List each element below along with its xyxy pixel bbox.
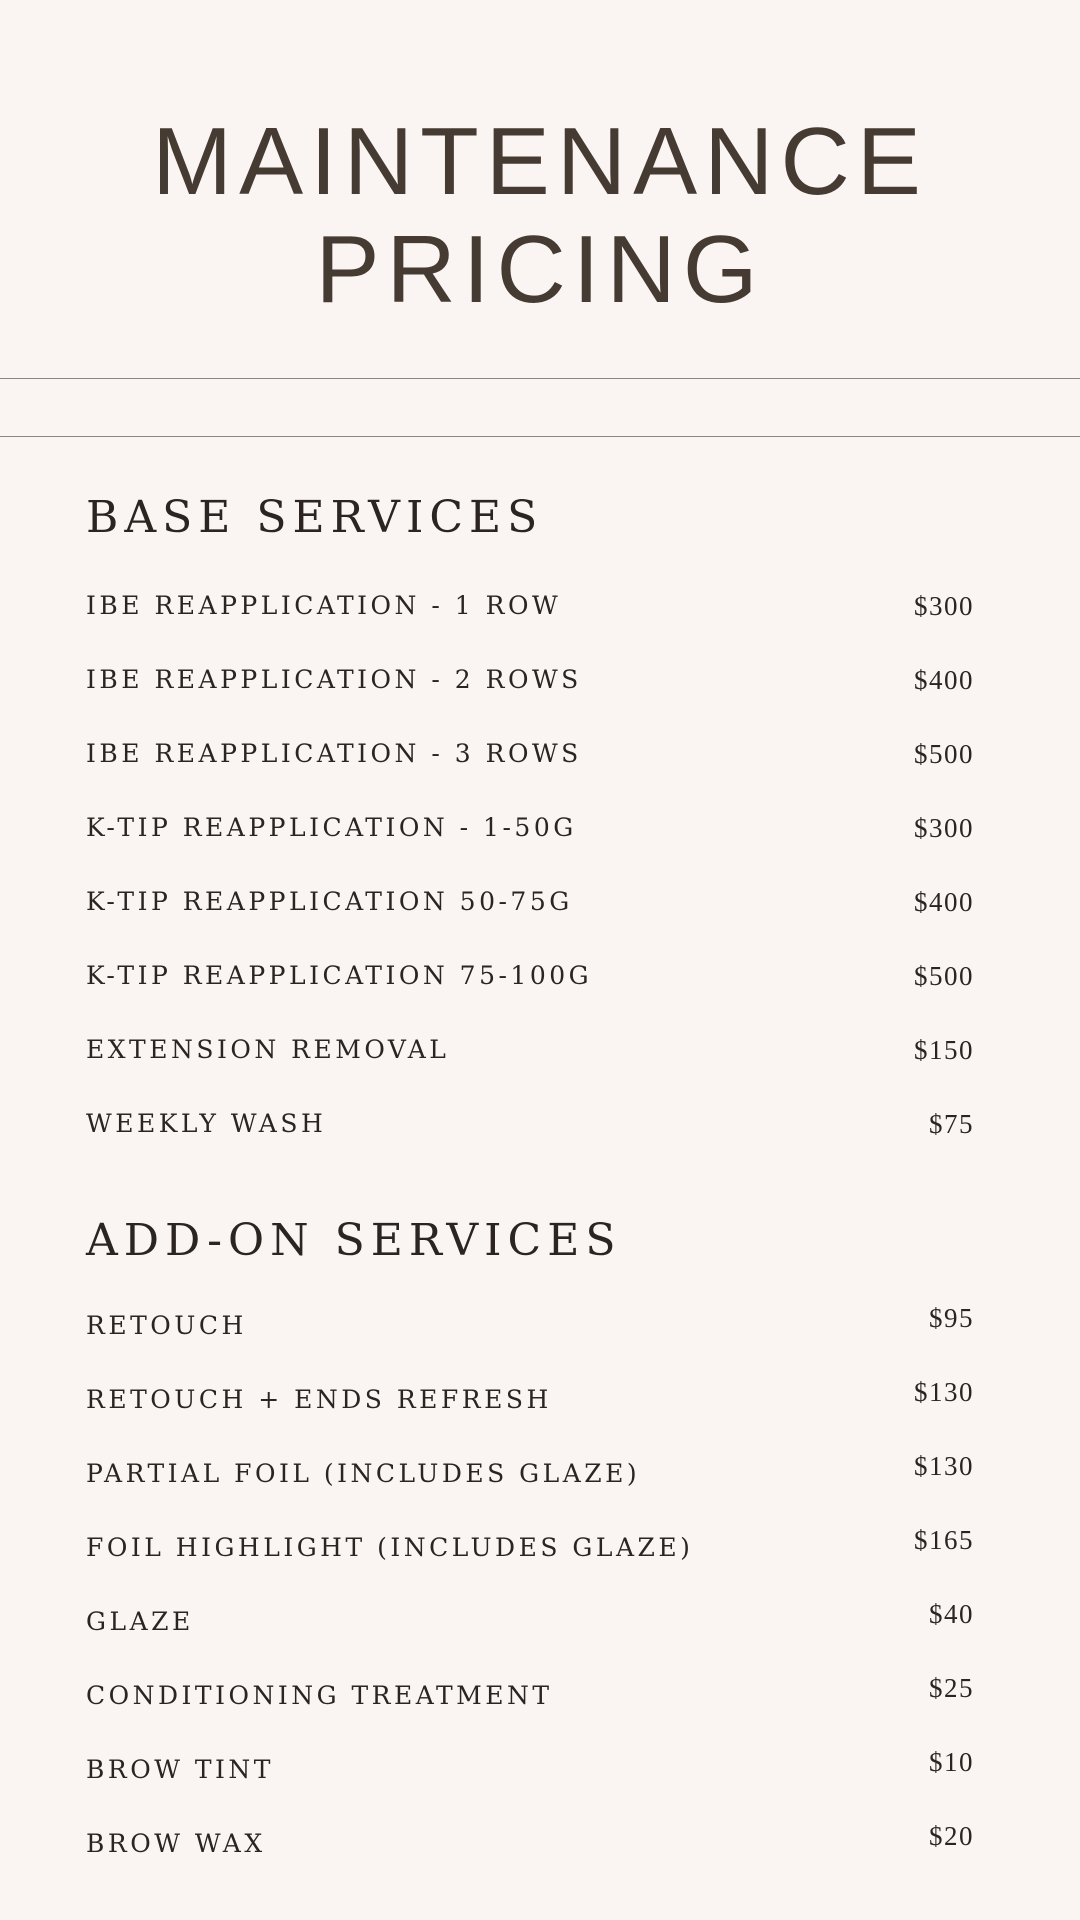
- service-name: PARTIAL FOIL (INCLUDES GLAZE): [86, 1459, 641, 1488]
- service-price: $40: [929, 1599, 974, 1629]
- service-price: $130: [914, 1377, 974, 1407]
- addon-services-heading: ADD-ON SERVICES: [86, 1215, 622, 1266]
- service-price: $500: [914, 961, 974, 991]
- service-name: BROW TINT: [86, 1755, 274, 1784]
- service-price: $400: [914, 665, 974, 695]
- price-row: [86, 1525, 974, 1604]
- page-title-line-1: MAINTENANCE: [152, 108, 928, 215]
- service-price: $300: [914, 813, 974, 843]
- service-name: K-TIP REAPPLICATION 50-75G: [86, 887, 573, 916]
- price-row: [86, 736, 974, 810]
- price-row: [86, 662, 974, 736]
- service-price: $20: [929, 1821, 974, 1851]
- service-name: FOIL HIGHLIGHT (INCLUDES GLAZE): [86, 1533, 694, 1562]
- price-row: [86, 1451, 974, 1530]
- price-row: [86, 810, 974, 884]
- service-price: $165: [914, 1525, 974, 1555]
- service-name: IBE REAPPLICATION - 1 ROW: [86, 591, 562, 620]
- price-row: [86, 958, 974, 1032]
- base-services-list: [86, 588, 974, 1180]
- service-name: RETOUCH + ENDS REFRESH: [86, 1385, 552, 1414]
- service-price: $10: [929, 1747, 974, 1777]
- service-price: $150: [914, 1035, 974, 1065]
- service-name: CONDITIONING TREATMENT: [86, 1681, 553, 1710]
- service-name: IBE REAPPLICATION - 3 ROWS: [86, 739, 582, 768]
- price-row: [86, 1106, 974, 1180]
- price-row: [86, 1377, 974, 1456]
- divider-bottom: [0, 436, 1080, 437]
- price-row: [86, 1821, 974, 1900]
- base-services-heading: BASE SERVICES: [86, 492, 544, 543]
- service-name: RETOUCH: [86, 1311, 247, 1340]
- price-row: [86, 1673, 974, 1752]
- price-row: [86, 1599, 974, 1678]
- divider-top: [0, 378, 1080, 379]
- service-price: $300: [914, 591, 974, 621]
- service-name: WEEKLY WASH: [86, 1109, 327, 1138]
- service-price: $500: [914, 739, 974, 769]
- service-name: BROW WAX: [86, 1829, 266, 1858]
- page-title-line-2: PRICING: [315, 216, 765, 323]
- service-name: IBE REAPPLICATION - 2 ROWS: [86, 665, 582, 694]
- price-row: [86, 884, 974, 958]
- service-price: $75: [929, 1109, 974, 1139]
- service-name: K-TIP REAPPLICATION - 1-50G: [86, 813, 577, 842]
- service-name: K-TIP REAPPLICATION 75-100G: [86, 961, 593, 990]
- service-name: GLAZE: [86, 1607, 194, 1636]
- service-price: $130: [914, 1451, 974, 1481]
- price-row: [86, 1303, 974, 1382]
- service-name: EXTENSION REMOVAL: [86, 1035, 450, 1064]
- price-row: [86, 1032, 974, 1106]
- service-price: $95: [929, 1303, 974, 1333]
- service-price: $400: [914, 887, 974, 917]
- service-price: $25: [929, 1673, 974, 1703]
- price-row: [86, 1747, 974, 1826]
- price-row: [86, 588, 974, 662]
- addon-services-list: [86, 1303, 974, 1900]
